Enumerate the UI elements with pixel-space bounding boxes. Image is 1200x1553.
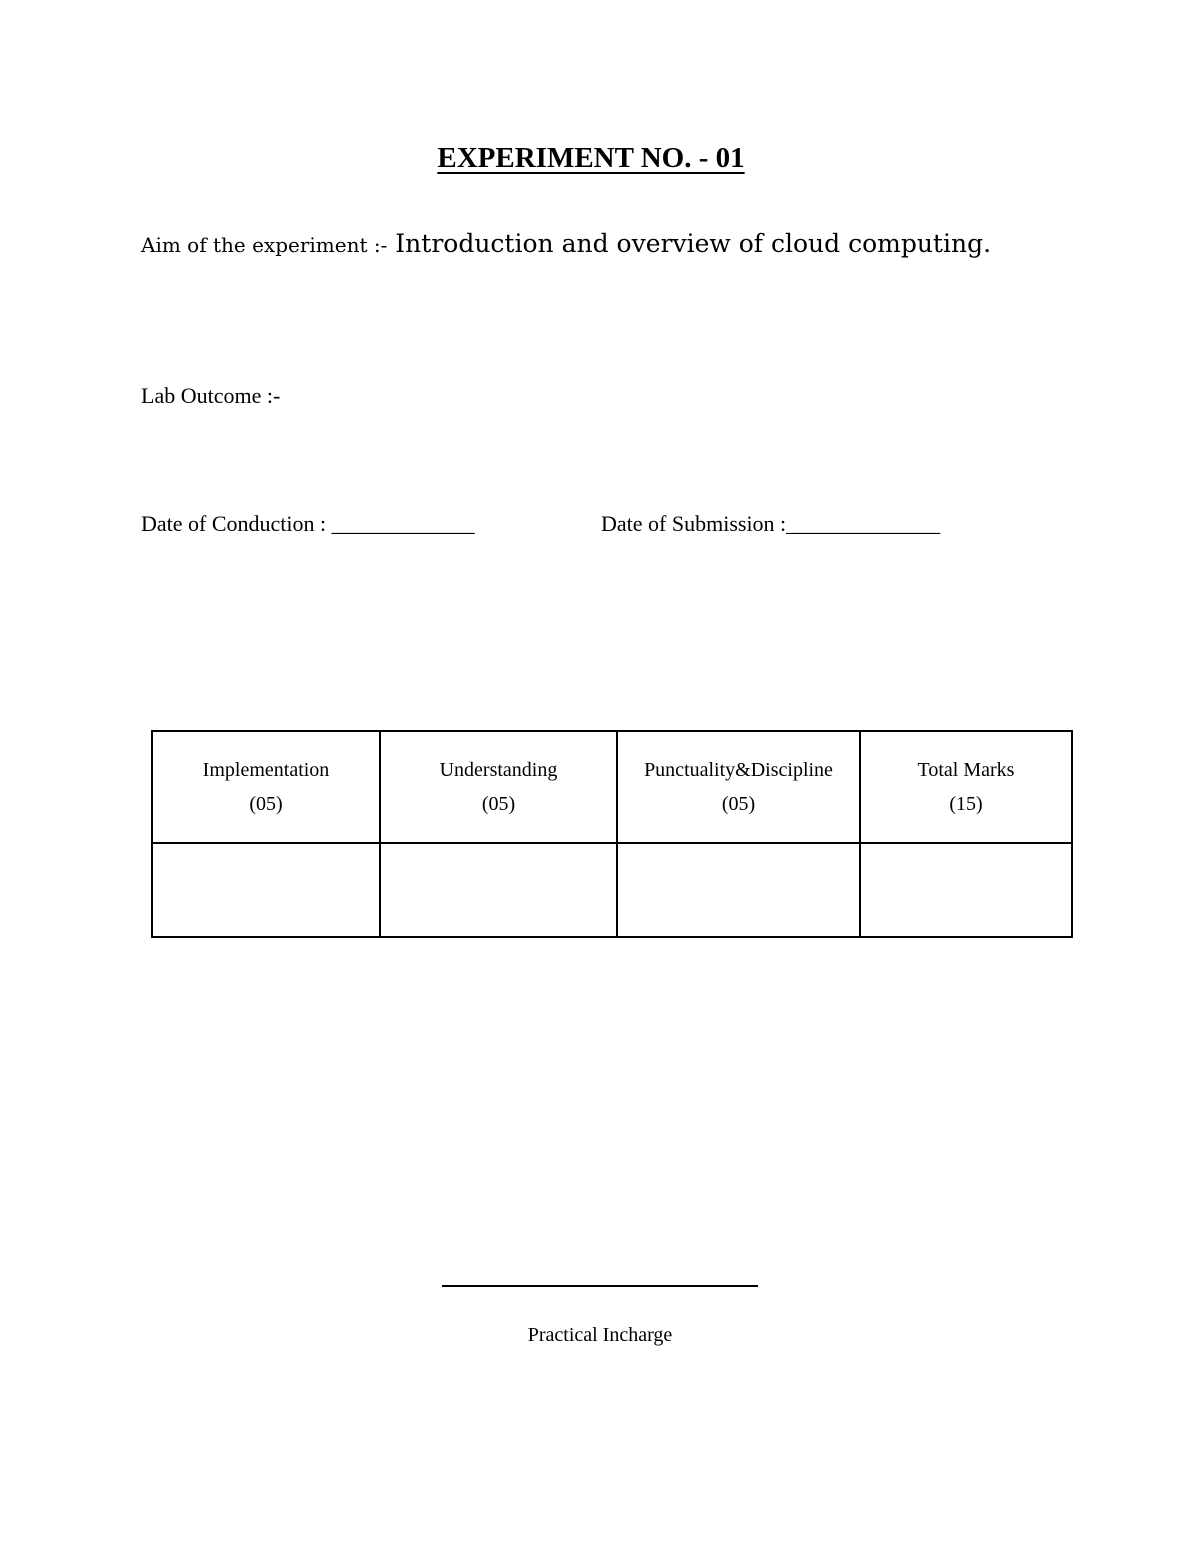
header-cell-understanding (380, 731, 617, 843)
experiment-title: EXPERIMENT NO. - 01 (437, 142, 745, 174)
header-cell-total-marks (860, 731, 1072, 843)
value-cell-punctuality-discipline (617, 843, 860, 937)
header-cell-implementation (152, 731, 380, 843)
column-name: Implementation (202, 759, 330, 781)
value-cell-implementation (152, 843, 380, 937)
column-name: Punctuality&Discipline (644, 759, 833, 781)
column-max-marks: (05) (721, 793, 756, 815)
value-cell-total-marks (860, 843, 1072, 937)
signature-line (442, 1285, 758, 1287)
lab-outcome-label: Lab Outcome :- (141, 383, 281, 408)
date-of-conduction: Date of Conduction : _____________ (141, 511, 475, 536)
signature-caption: Practical Incharge (527, 1324, 673, 1346)
marks-table (151, 730, 1073, 938)
value-cell-understanding (380, 843, 617, 937)
header-cell-punctuality-discipline (617, 731, 860, 843)
date-of-submission: Date of Submission :______________ (601, 511, 941, 536)
marks-value-row (152, 843, 1072, 937)
marks-header-row (152, 731, 1072, 843)
aim-text: Introduction and overview of cloud computing. (387, 229, 992, 258)
aim-line (141, 229, 991, 258)
column-max-marks: (05) (481, 793, 516, 815)
aim-label: Aim of the experiment :- (141, 233, 388, 257)
column-name: Total Marks (917, 759, 1015, 781)
column-name: Understanding (439, 759, 558, 781)
column-max-marks: (05) (249, 793, 283, 815)
column-max-marks: (15) (949, 793, 983, 815)
